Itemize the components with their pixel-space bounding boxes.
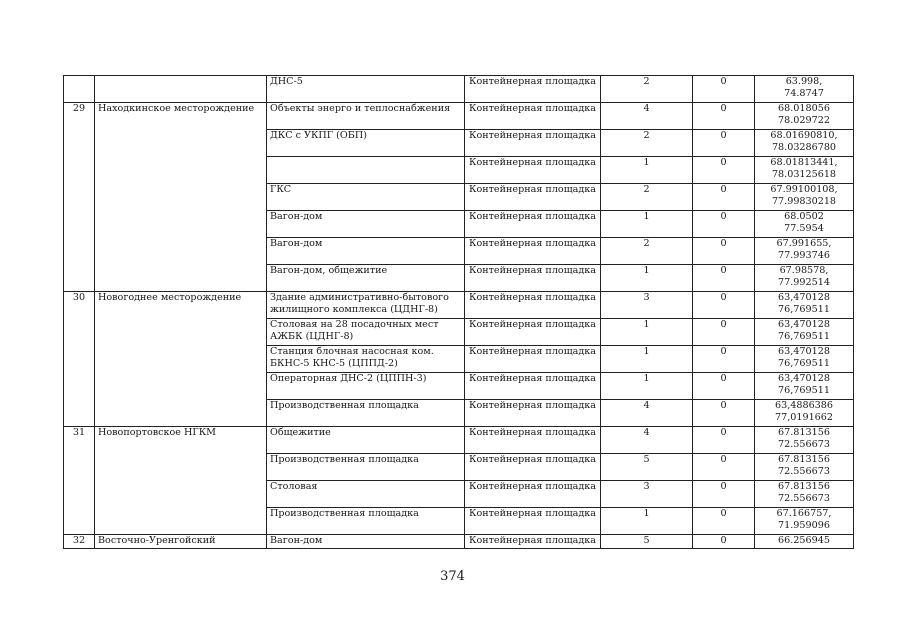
longitude-value: 77,0191662 — [775, 412, 833, 423]
container-count-cell: 1 — [601, 211, 693, 238]
waste-sites-table — [63, 75, 854, 549]
container-count-cell: 1 — [601, 319, 693, 346]
object-name-cell: ДНС-5 — [267, 76, 465, 103]
coordinates-cell — [755, 211, 854, 238]
longitude-value: 77.993746 — [778, 250, 830, 261]
object-name-cell: Производственная площадка — [267, 400, 465, 427]
site-type-cell: Контейнерная площадка — [465, 373, 601, 400]
zero-count-cell: 0 — [693, 400, 755, 427]
container-count-cell: 2 — [601, 184, 693, 211]
object-name-cell: Вагон-дом — [267, 535, 465, 549]
zero-count-cell: 0 — [693, 184, 755, 211]
longitude-value: 74.8747 — [784, 88, 824, 99]
latitude-value: 67.99100108, — [770, 184, 838, 195]
zero-count-cell: 0 — [693, 373, 755, 400]
latitude-value: 68.01690810, — [770, 130, 838, 141]
zero-count-cell: 0 — [693, 238, 755, 265]
longitude-value: 78.03125618 — [771, 169, 837, 180]
table-row — [64, 103, 854, 130]
coordinates-cell — [755, 238, 854, 265]
container-count-cell: 5 — [601, 535, 693, 549]
object-name-cell: Объекты энерго и теплоснабжения — [267, 103, 465, 130]
latitude-value: 68.0502 — [784, 211, 824, 222]
longitude-value: 71.959096 — [778, 520, 830, 531]
coordinates-cell — [755, 130, 854, 157]
field-name-cell: Восточно-Уренгойский — [95, 535, 267, 549]
object-name-cell: Здание административно-бытового жилищного комплекса (ЦДНГ-8) — [267, 292, 465, 319]
page-number: 374 — [440, 569, 465, 584]
coordinates-cell — [755, 346, 854, 373]
coordinates-cell — [755, 76, 854, 103]
zero-count-cell: 0 — [693, 427, 755, 454]
longitude-value: 76,769511 — [778, 358, 830, 369]
latitude-value: 63,470128 — [778, 346, 830, 357]
site-type-cell: Контейнерная площадка — [465, 427, 601, 454]
field-name-cell: Находкинское месторождение — [95, 103, 267, 292]
object-name-cell: Вагон-дом, общежитие — [267, 265, 465, 292]
longitude-value: 77.5954 — [784, 223, 824, 234]
latitude-value: 67.991655, — [776, 238, 832, 249]
coordinates-cell — [755, 319, 854, 346]
longitude-value: 76,769511 — [778, 385, 830, 396]
container-count-cell: 5 — [601, 454, 693, 481]
site-type-cell: Контейнерная площадка — [465, 454, 601, 481]
container-count-cell: 2 — [601, 76, 693, 103]
object-name-cell: Вагон-дом — [267, 238, 465, 265]
longitude-value: 72.556673 — [778, 466, 830, 477]
site-type-cell: Контейнерная площадка — [465, 211, 601, 238]
object-name-cell: Общежитие — [267, 427, 465, 454]
site-type-cell: Контейнерная площадка — [465, 157, 601, 184]
site-type-cell: Контейнерная площадка — [465, 319, 601, 346]
zero-count-cell: 0 — [693, 481, 755, 508]
zero-count-cell: 0 — [693, 130, 755, 157]
coordinates-cell — [755, 481, 854, 508]
table-row — [64, 427, 854, 454]
coordinates-cell — [755, 427, 854, 454]
zero-count-cell: 0 — [693, 508, 755, 535]
table-row — [64, 292, 854, 319]
object-name-cell: Производственная площадка — [267, 454, 465, 481]
coordinates-cell — [755, 535, 854, 549]
site-type-cell: Контейнерная площадка — [465, 292, 601, 319]
container-count-cell: 4 — [601, 427, 693, 454]
coordinates-cell — [755, 157, 854, 184]
zero-count-cell: 0 — [693, 103, 755, 130]
site-type-cell: Контейнерная площадка — [465, 238, 601, 265]
coordinates-cell — [755, 454, 854, 481]
latitude-value: 63,470128 — [778, 319, 830, 330]
longitude-value: 72.556673 — [778, 493, 830, 504]
zero-count-cell: 0 — [693, 535, 755, 549]
container-count-cell: 1 — [601, 508, 693, 535]
longitude-value: 77.99830218 — [771, 196, 837, 207]
site-type-cell: Контейнерная площадка — [465, 346, 601, 373]
coordinates-cell — [755, 508, 854, 535]
zero-count-cell: 0 — [693, 454, 755, 481]
coordinates-cell — [755, 292, 854, 319]
container-count-cell: 1 — [601, 346, 693, 373]
latitude-value: 67.813156 — [778, 427, 830, 438]
latitude-value: 68.01813441, — [770, 157, 838, 168]
zero-count-cell: 0 — [693, 265, 755, 292]
container-count-cell: 2 — [601, 130, 693, 157]
zero-count-cell: 0 — [693, 319, 755, 346]
latitude-value: 63,470128 — [778, 373, 830, 384]
longitude-value: 76,769511 — [778, 331, 830, 342]
container-count-cell: 1 — [601, 373, 693, 400]
latitude-value: 67.98578, — [779, 265, 829, 276]
latitude-value: 67.166757, — [776, 508, 832, 519]
zero-count-cell: 0 — [693, 292, 755, 319]
latitude-value: 66.256945 — [778, 535, 830, 546]
object-name-cell: Станция блочная насосная ком. БКНС-5 КНС-5 (ЦППД-2) — [267, 346, 465, 373]
object-name-cell: Производственная площадка — [267, 508, 465, 535]
latitude-value: 67.813156 — [778, 454, 830, 465]
longitude-value: 77.992514 — [778, 277, 830, 288]
coordinates-cell — [755, 373, 854, 400]
container-count-cell: 4 — [601, 400, 693, 427]
object-name-cell: ДКС с УКПГ (ОБП) — [267, 130, 465, 157]
latitude-value: 63,4886386 — [775, 400, 833, 411]
longitude-value: 78.029722 — [778, 115, 830, 126]
longitude-value: 78.03286780 — [771, 142, 837, 153]
coordinates-cell — [755, 103, 854, 130]
object-name-cell: ГКС — [267, 184, 465, 211]
table-row — [64, 76, 854, 103]
object-name-cell: Операторная ДНС-2 (ЦППН-3) — [267, 373, 465, 400]
row-number-cell — [64, 76, 95, 103]
coordinates-cell — [755, 265, 854, 292]
field-name-cell — [95, 76, 267, 103]
site-type-cell: Контейнерная площадка — [465, 400, 601, 427]
container-count-cell: 3 — [601, 292, 693, 319]
latitude-value: 67.813156 — [778, 481, 830, 492]
coordinates-cell — [755, 184, 854, 211]
zero-count-cell: 0 — [693, 346, 755, 373]
site-type-cell: Контейнерная площадка — [465, 184, 601, 211]
latitude-value: 63,470128 — [778, 292, 830, 303]
coordinates-cell — [755, 400, 854, 427]
site-type-cell: Контейнерная площадка — [465, 103, 601, 130]
zero-count-cell: 0 — [693, 76, 755, 103]
container-count-cell: 4 — [601, 103, 693, 130]
latitude-value: 68.018056 — [778, 103, 830, 114]
site-type-cell: Контейнерная площадка — [465, 130, 601, 157]
container-count-cell: 1 — [601, 265, 693, 292]
site-type-cell: Контейнерная площадка — [465, 76, 601, 103]
table-body — [64, 76, 854, 549]
object-name-cell: Вагон-дом — [267, 211, 465, 238]
field-name-cell: Новогоднее месторождение — [95, 292, 267, 427]
longitude-value: 76,769511 — [778, 304, 830, 315]
row-number-cell: 30 — [64, 292, 95, 427]
container-count-cell: 1 — [601, 157, 693, 184]
site-type-cell: Контейнерная площадка — [465, 535, 601, 549]
zero-count-cell: 0 — [693, 211, 755, 238]
object-name-cell: Столовая — [267, 481, 465, 508]
site-type-cell: Контейнерная площадка — [465, 481, 601, 508]
latitude-value: 63.998, — [785, 76, 823, 87]
object-name-cell: Столовая на 28 посадочных мест АЖБК (ЦДНГ-8) — [267, 319, 465, 346]
object-name-cell — [267, 157, 465, 184]
container-count-cell: 3 — [601, 481, 693, 508]
row-number-cell: 32 — [64, 535, 95, 549]
field-name-cell: Новопортовское НГКМ — [95, 427, 267, 535]
table-row — [64, 535, 854, 549]
row-number-cell: 31 — [64, 427, 95, 535]
zero-count-cell: 0 — [693, 157, 755, 184]
container-count-cell: 2 — [601, 238, 693, 265]
row-number-cell: 29 — [64, 103, 95, 292]
site-type-cell: Контейнерная площадка — [465, 508, 601, 535]
longitude-value: 72.556673 — [778, 439, 830, 450]
site-type-cell: Контейнерная площадка — [465, 265, 601, 292]
